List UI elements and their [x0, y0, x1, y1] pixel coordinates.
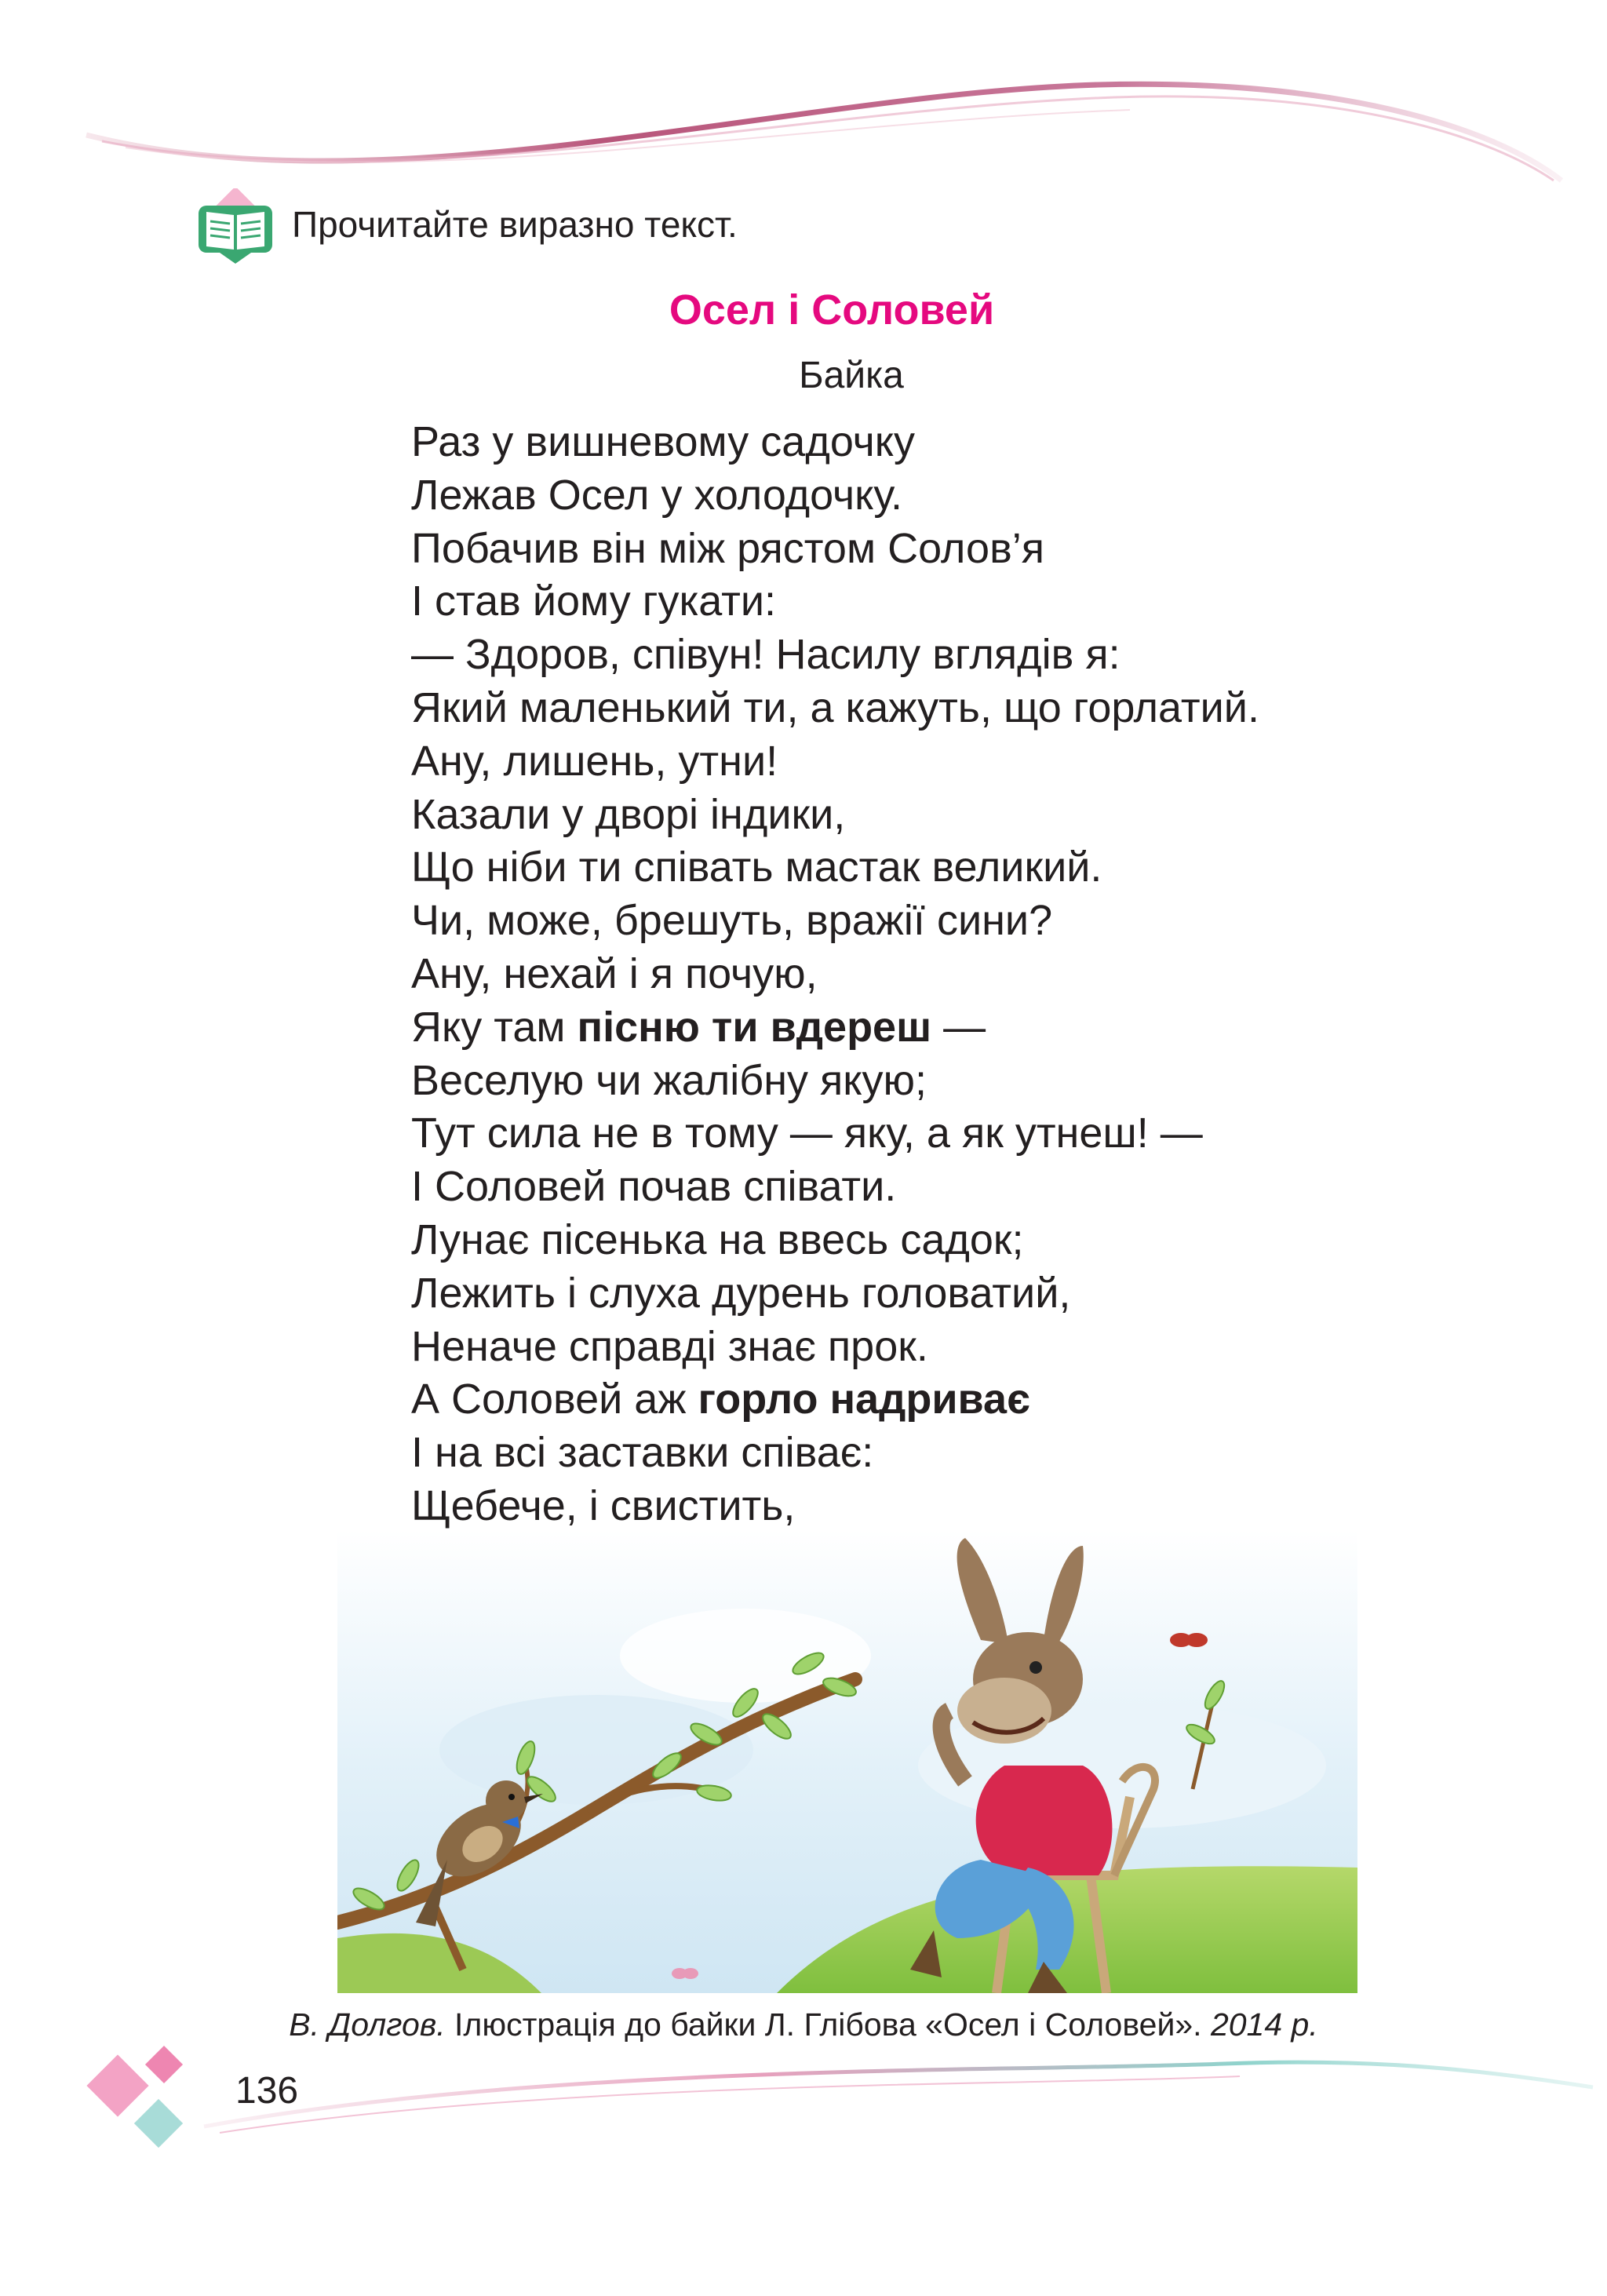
poem-line: Побачив він між рястом Солов’я	[411, 524, 1044, 572]
page-number: 136	[235, 2070, 299, 2112]
open-book-icon	[192, 188, 279, 275]
poem-line: Неначе справді знає прок.	[411, 1322, 928, 1370]
poem-line: Ану, лишень, утни!	[411, 737, 778, 785]
poem-line	[411, 1001, 1431, 1055]
donkey-and-nightingale-illustration	[337, 1530, 1357, 1993]
poem-line: Який маленький ти, а кажуть, що горлатий.	[411, 683, 1259, 731]
caption-text: Ілюстрація до байки Л. Глібова «Осел і Соловей».	[445, 2006, 1211, 2043]
poem-line: І Соловей почав співати.	[411, 1163, 897, 1211]
poem-line: Лежить і слуха дурень головатий,	[411, 1269, 1071, 1317]
poem-line: Ану, нехай і я почую,	[411, 949, 818, 997]
poem-line: І на всі заставки співає:	[411, 1429, 874, 1477]
illustration-caption	[0, 2004, 1607, 2045]
poem-line: Чи, може, брешуть, вражії сини?	[411, 897, 1053, 945]
poem-title: Осел і Соловей	[669, 286, 995, 333]
poem-line: Що ніби ти співать мастак великий.	[411, 844, 1102, 891]
caption-year: 2014 р.	[1210, 2006, 1318, 2043]
poem-line-text: —	[931, 1003, 986, 1051]
poem-line: Лунає пісенька на ввесь садок;	[411, 1215, 1024, 1263]
poem-line	[411, 1373, 1431, 1427]
poem-line: І став йому гукати:	[411, 578, 777, 625]
poem-line-emphasis: пісню ти вдереш	[577, 1003, 932, 1051]
caption-author: В. Долгов.	[289, 2006, 446, 2043]
poem-line: Казали у дворі індики,	[411, 790, 846, 838]
poem-line: Тут сила не в тому — яку, а як утнеш! —	[411, 1110, 1203, 1157]
poem-line: Щебече, і свистить,	[411, 1481, 796, 1529]
top-wave-decoration	[0, 63, 1607, 188]
poem-line: Раз у вишневому садочку	[411, 418, 916, 465]
poem-line: Веселую чи жалібну якую;	[411, 1056, 927, 1104]
poem-genre: Байка	[799, 355, 904, 396]
poem-line: Лежав Осел у холодочку.	[411, 471, 902, 519]
poem-body	[411, 416, 1431, 1533]
task-instruction: Прочитайте виразно текст.	[292, 204, 738, 245]
poem-line-text: Яку там	[411, 1003, 578, 1051]
poem-line: — Здоров, співун! Насилу вглядів я:	[411, 631, 1121, 679]
poem-line-emphasis: горло надриває	[698, 1376, 1030, 1423]
poem-line-text: А Соловей аж	[411, 1376, 698, 1423]
corner-diamonds-decoration	[72, 2040, 213, 2158]
